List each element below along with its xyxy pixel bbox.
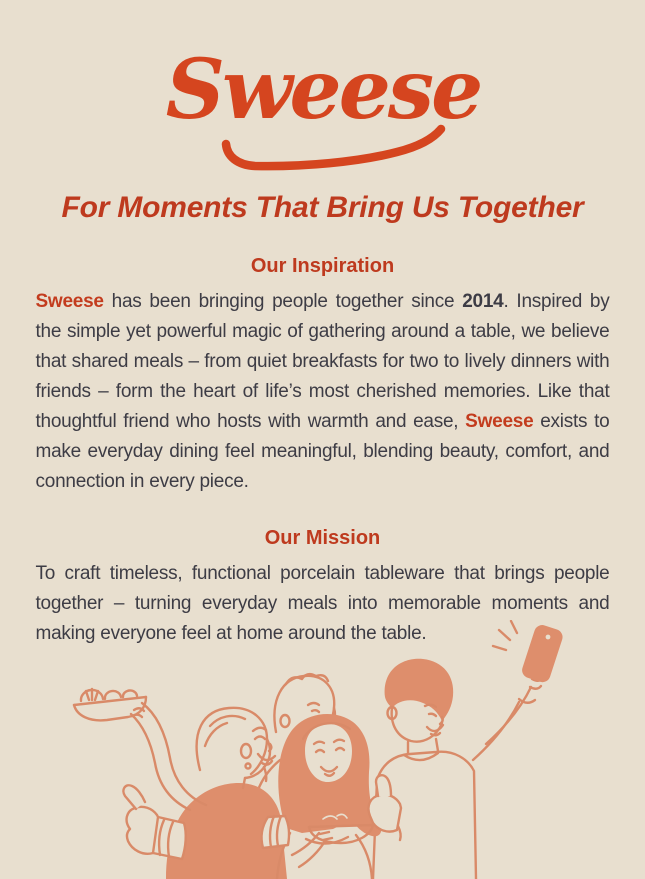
- mission-heading: Our Mission: [264, 527, 381, 549]
- thumbs-up-icon: [123, 785, 185, 859]
- selfie-group-illustration: [40, 620, 605, 879]
- logo-text: Sweese: [165, 42, 480, 138]
- inspiration-heading: Our Inspiration: [250, 255, 395, 277]
- logo: [0, 0, 645, 181]
- person-right: [373, 621, 565, 879]
- dumpling-plate-icon: [74, 689, 146, 720]
- selfie-phone-icon: [520, 623, 565, 684]
- sparkle-icon: [493, 621, 517, 650]
- tagline: For Moments That Bring Us Together: [61, 191, 584, 224]
- mission-paragraph: To craft timeless, functional porcelain tableware that brings people together – turning everyday meals into memorable moments and making everyone feel at home around the table.: [35, 563, 610, 644]
- inspiration-paragraph: Sweese has been bringing people together since 2014. Inspired by the simple yet powerful magic of gathering around a table, we believe that shared meals – from quiet breakfasts for two to lively dinners with friends – form the heart of life’s most cherished memories. Like that thoughtful friend who hosts with warmth and ease, Sweese exists to make everyday dining feel meaningful, blending beauty, comfort, and connection in every piece.: [35, 291, 610, 492]
- sweese-logo: [133, 26, 513, 176]
